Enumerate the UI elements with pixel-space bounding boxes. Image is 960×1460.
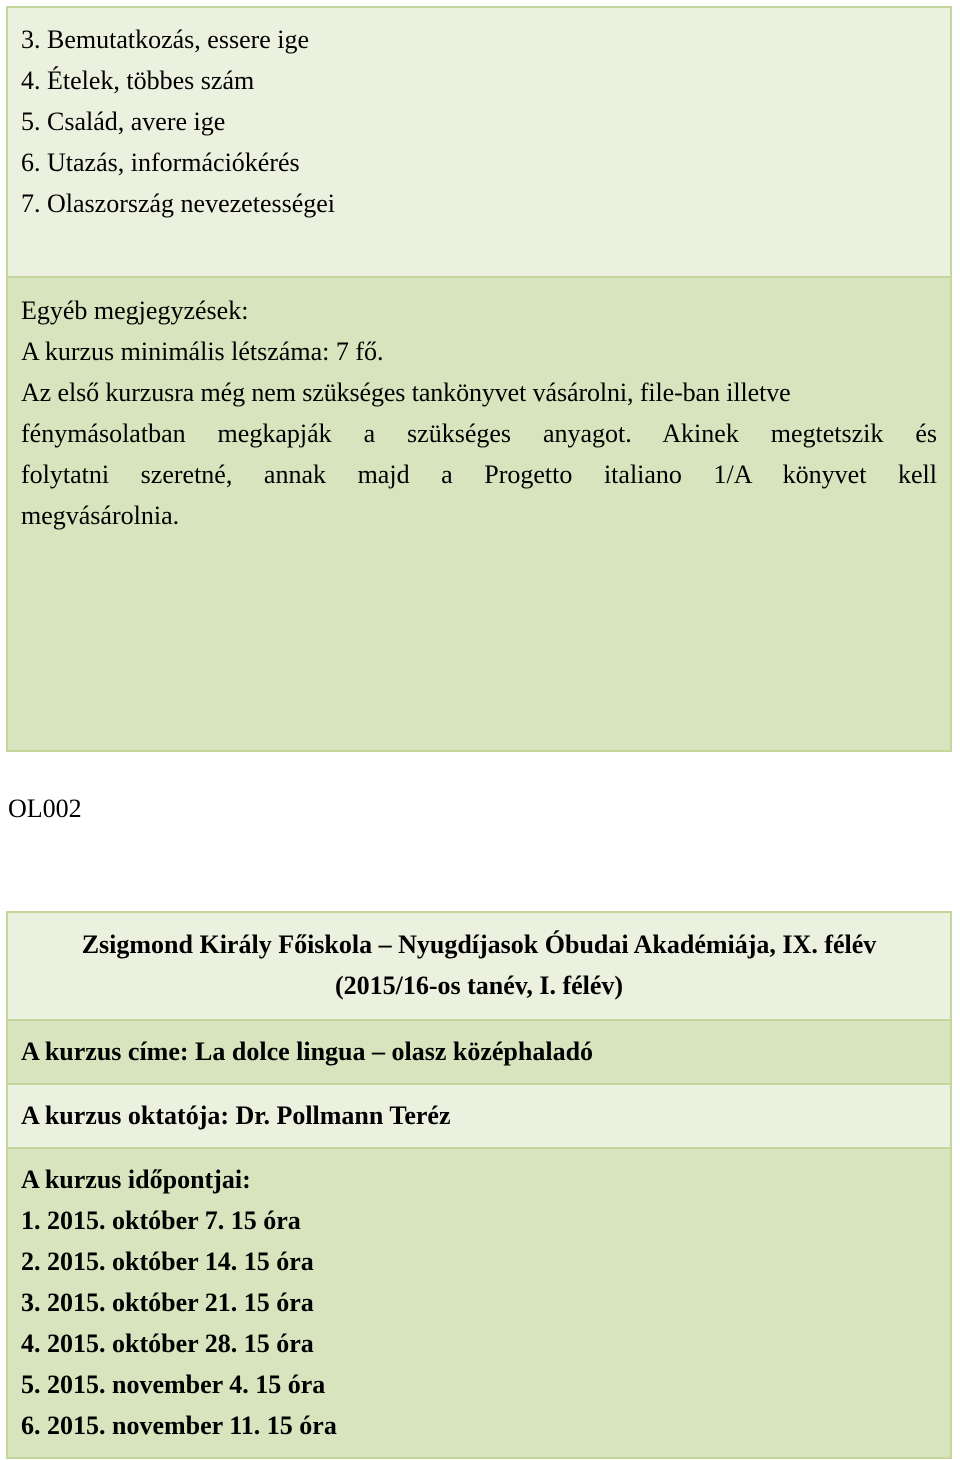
institution-name: Zsigmond Király Főiskola – Nyugdíjasok Óbudai Akadémiája, IX. félév [81, 930, 877, 959]
course-table [6, 911, 952, 1459]
notes-min-size: A kurzus minimális létszáma: 7 fő. [21, 337, 384, 366]
notes-text-line: Az első kurzusra még nem szükséges tankönyvet vásárolni, file-ban illetve [21, 378, 791, 407]
course-instructor: A kurzus oktatója: Dr. Pollmann Teréz [21, 1101, 451, 1130]
topic-item: 6. Utazás, információkérés [21, 148, 300, 177]
academic-term: (2015/16-os tanév, I. félév) [334, 971, 624, 1000]
notes-cell [8, 276, 950, 750]
course-title: A kurzus címe: La dolce lingua – olasz középhaladó [21, 1037, 594, 1066]
schedule-item: 2. 2015. október 14. 15 óra [21, 1247, 314, 1276]
notes-heading: Egyéb megjegyzések: [21, 296, 249, 325]
schedule-item: 5. 2015. november 4. 15 óra [21, 1370, 326, 1399]
schedule-heading: A kurzus időpontjai: [21, 1165, 251, 1194]
topic-item: 5. Család, avere ige [21, 107, 226, 136]
course-code: OL002 [8, 794, 82, 823]
notes-text-line: folytatni szeretné, annak majd a Progetto italiano 1/A könyvet kell [21, 460, 937, 489]
schedule-cell [8, 1147, 950, 1457]
topics-cell [8, 8, 950, 276]
schedule-item: 4. 2015. október 28. 15 óra [21, 1329, 314, 1358]
schedule-item: 3. 2015. október 21. 15 óra [21, 1288, 314, 1317]
schedule-item: 6. 2015. november 11. 15 óra [21, 1411, 337, 1440]
course-title-cell [8, 1019, 950, 1083]
institution-cell [8, 913, 950, 1019]
notes-text-line: megvásárolnia. [21, 501, 180, 530]
course-table-previous [6, 6, 952, 752]
notes-text-line: fénymásolatban megkapják a szükséges anyagot. Akinek megtetszik és [21, 419, 937, 448]
topic-item: 7. Olaszország nevezetességei [21, 189, 336, 218]
instructor-cell [8, 1083, 950, 1147]
topic-item: 4. Ételek, többes szám [21, 66, 255, 95]
topic-item: 3. Bemutatkozás, essere ige [21, 25, 310, 54]
schedule-item: 1. 2015. október 7. 15 óra [21, 1206, 301, 1235]
